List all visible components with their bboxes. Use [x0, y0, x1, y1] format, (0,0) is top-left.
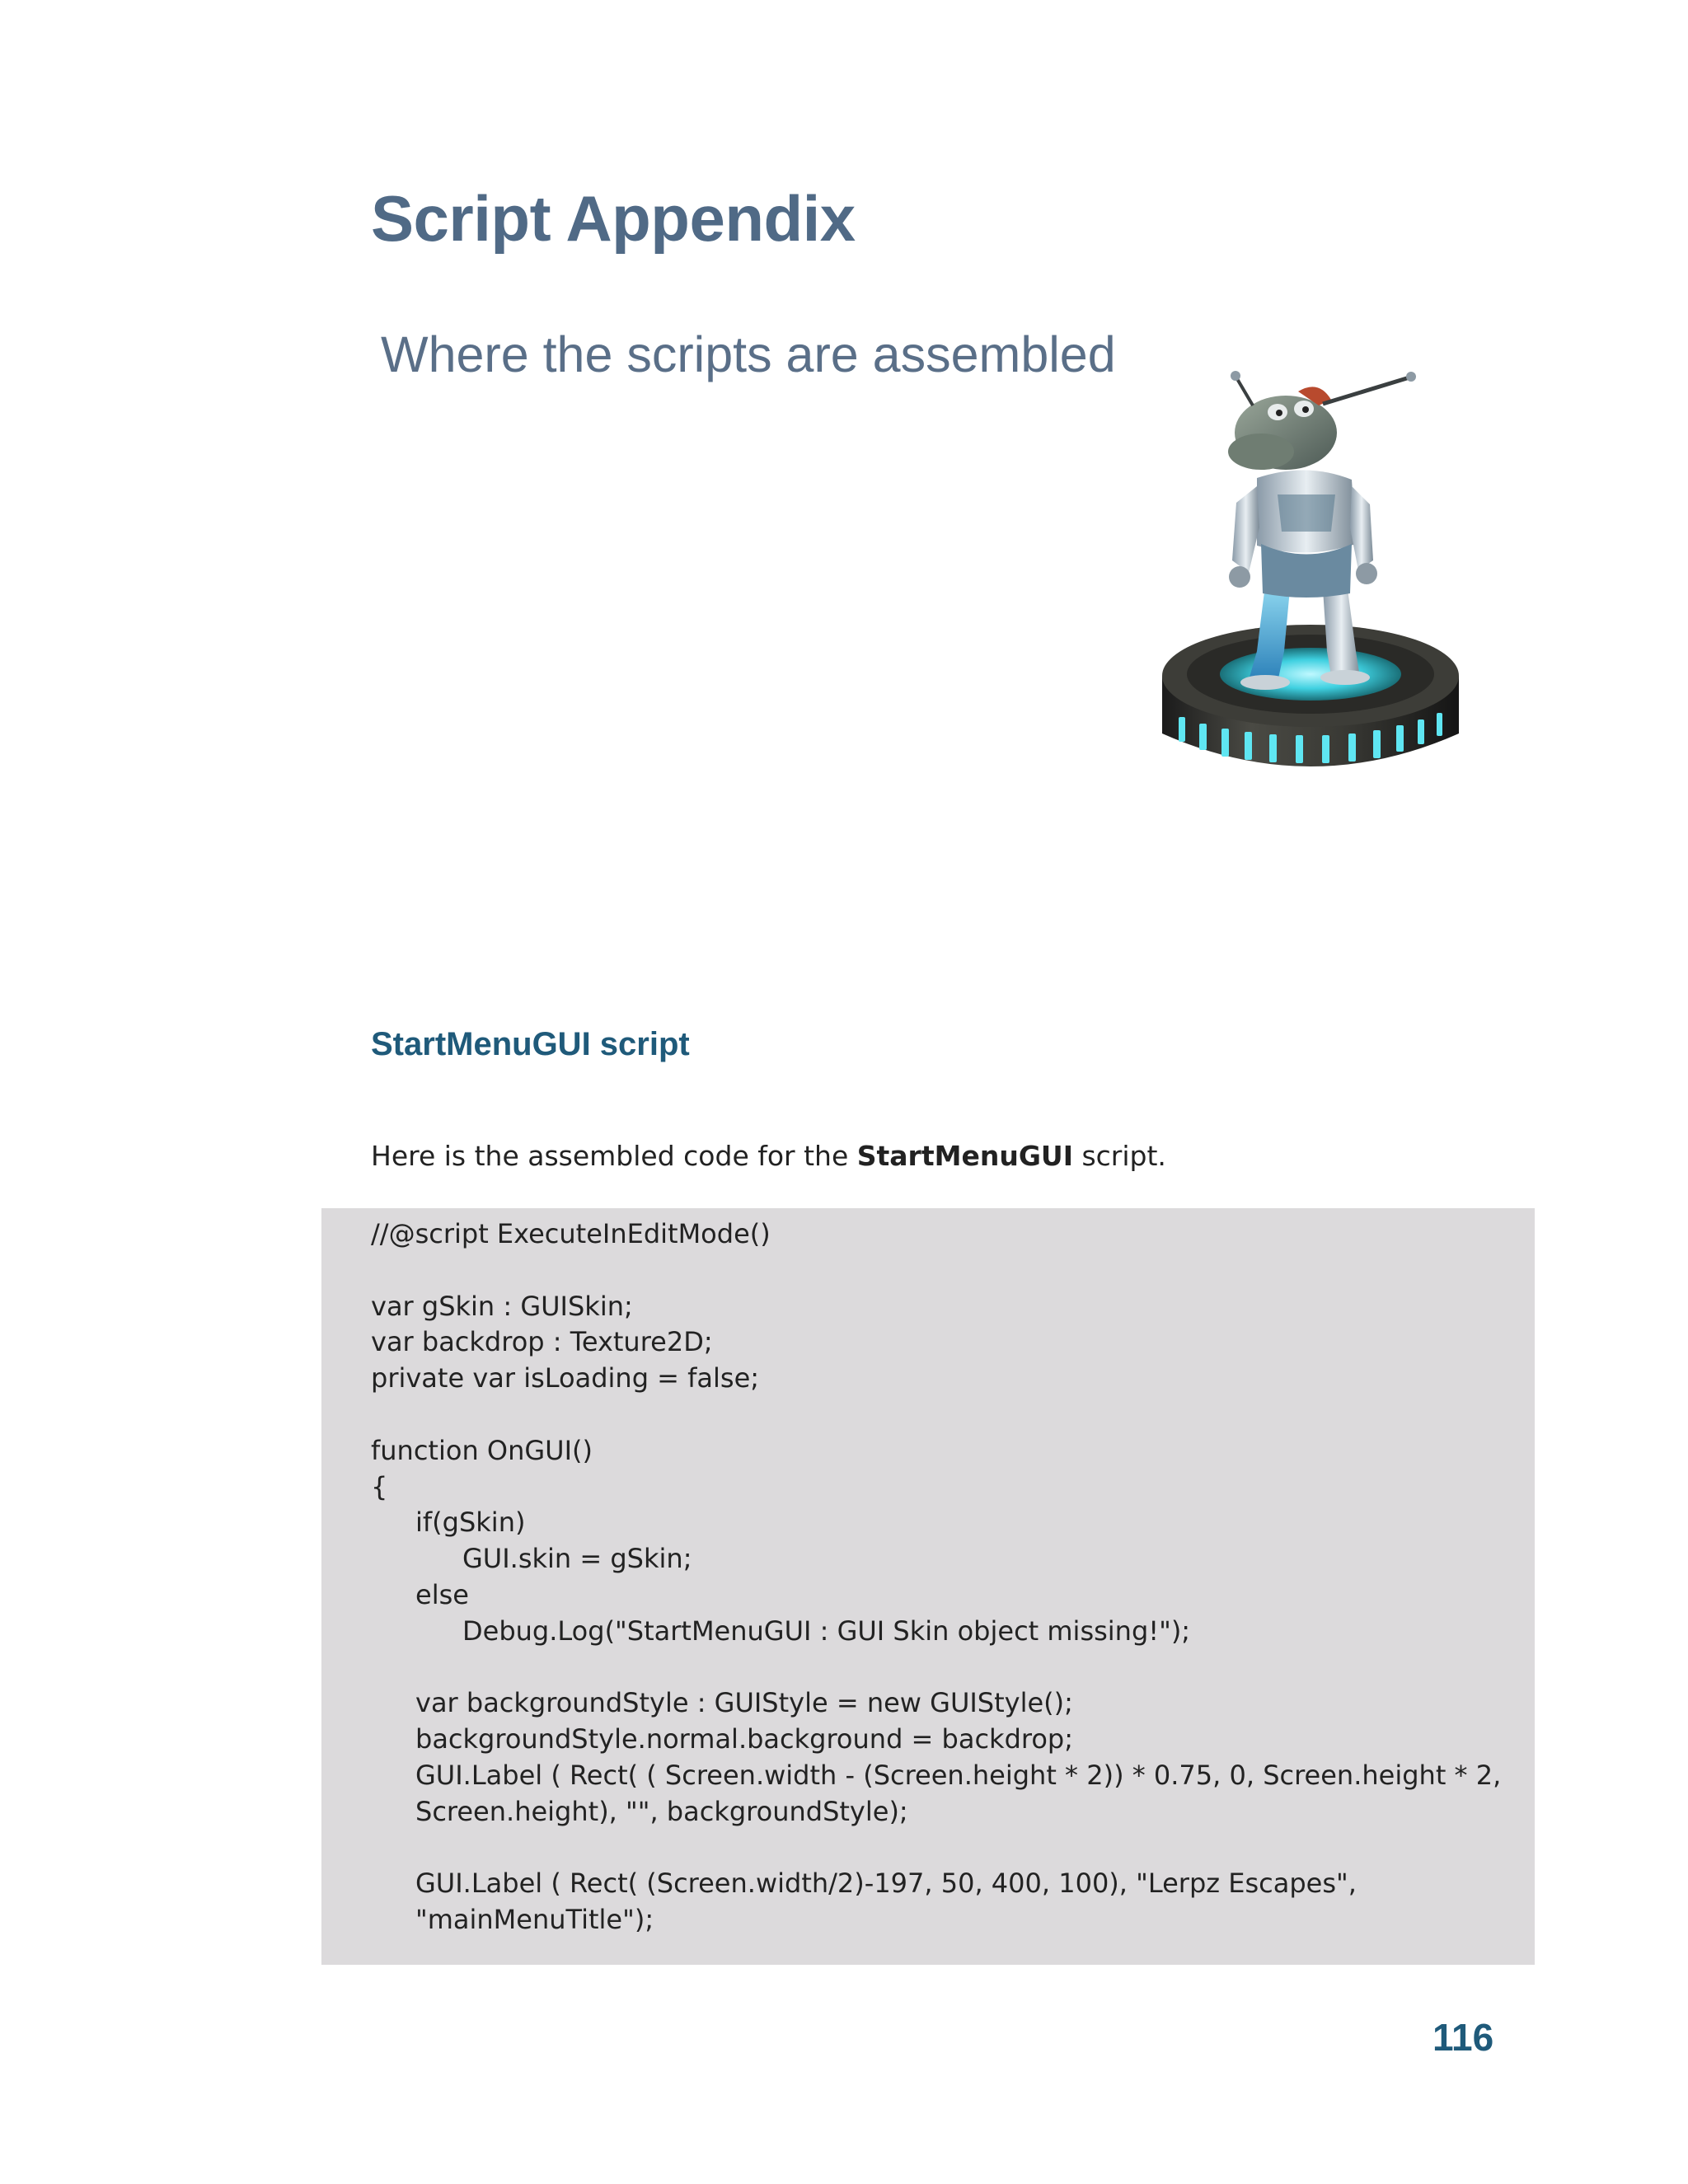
code-block — [321, 1208, 1535, 1965]
code-line: { — [371, 1470, 388, 1502]
section-heading: StartMenuGUI script — [371, 1026, 690, 1062]
intro-paragraph — [371, 1140, 1166, 1172]
code-line: "mainMenuTitle"); — [415, 1904, 654, 1936]
intro-text-suffix: script. — [1072, 1140, 1166, 1172]
code-line: else — [415, 1578, 469, 1610]
code-line: function OnGUI() — [371, 1434, 593, 1466]
code-line: GUI.Label ( Rect( ( Screen.width - (Screen.height * 2)) * 0.75, 0, Screen.height * 2, — [415, 1759, 1502, 1791]
intro-script-name: StartMenuGUI — [856, 1140, 1073, 1172]
code-content — [371, 1216, 1502, 1938]
code-line: var backgroundStyle : GUIStyle = new GUIStyle(); — [415, 1687, 1073, 1719]
code-line — [371, 1397, 1502, 1433]
code-line: GUI.skin = gSkin; — [462, 1543, 692, 1575]
code-line: GUI.Label ( Rect( (Screen.width/2)-197, 50, 400, 100), "Lerpz Escapes", — [415, 1868, 1357, 1900]
code-line: var backdrop : Texture2D; — [371, 1326, 713, 1358]
lerpz-mascot-illustration — [1154, 354, 1467, 816]
code-line — [371, 1253, 1502, 1289]
page-title: Script Appendix — [371, 182, 856, 255]
code-line: backgroundStyle.normal.background = backdrop; — [415, 1723, 1074, 1755]
code-line: Screen.height), "", backgroundStyle); — [415, 1795, 908, 1827]
page-number: 116 — [1432, 2016, 1494, 2059]
code-line: private var isLoading = false; — [371, 1362, 760, 1394]
code-line: //@script ExecuteInEditMode() — [371, 1218, 771, 1249]
page-subtitle: Where the scripts are assembled — [381, 326, 1116, 382]
code-line: Debug.Log("StartMenuGUI : GUI Skin object missing!"); — [462, 1615, 1191, 1647]
code-line: if(gSkin) — [415, 1507, 526, 1539]
intro-text-prefix: Here is the assembled code for the — [371, 1140, 857, 1172]
code-line — [371, 1830, 1502, 1867]
code-line: var gSkin : GUISkin; — [371, 1290, 633, 1322]
code-line — [371, 1650, 1502, 1686]
